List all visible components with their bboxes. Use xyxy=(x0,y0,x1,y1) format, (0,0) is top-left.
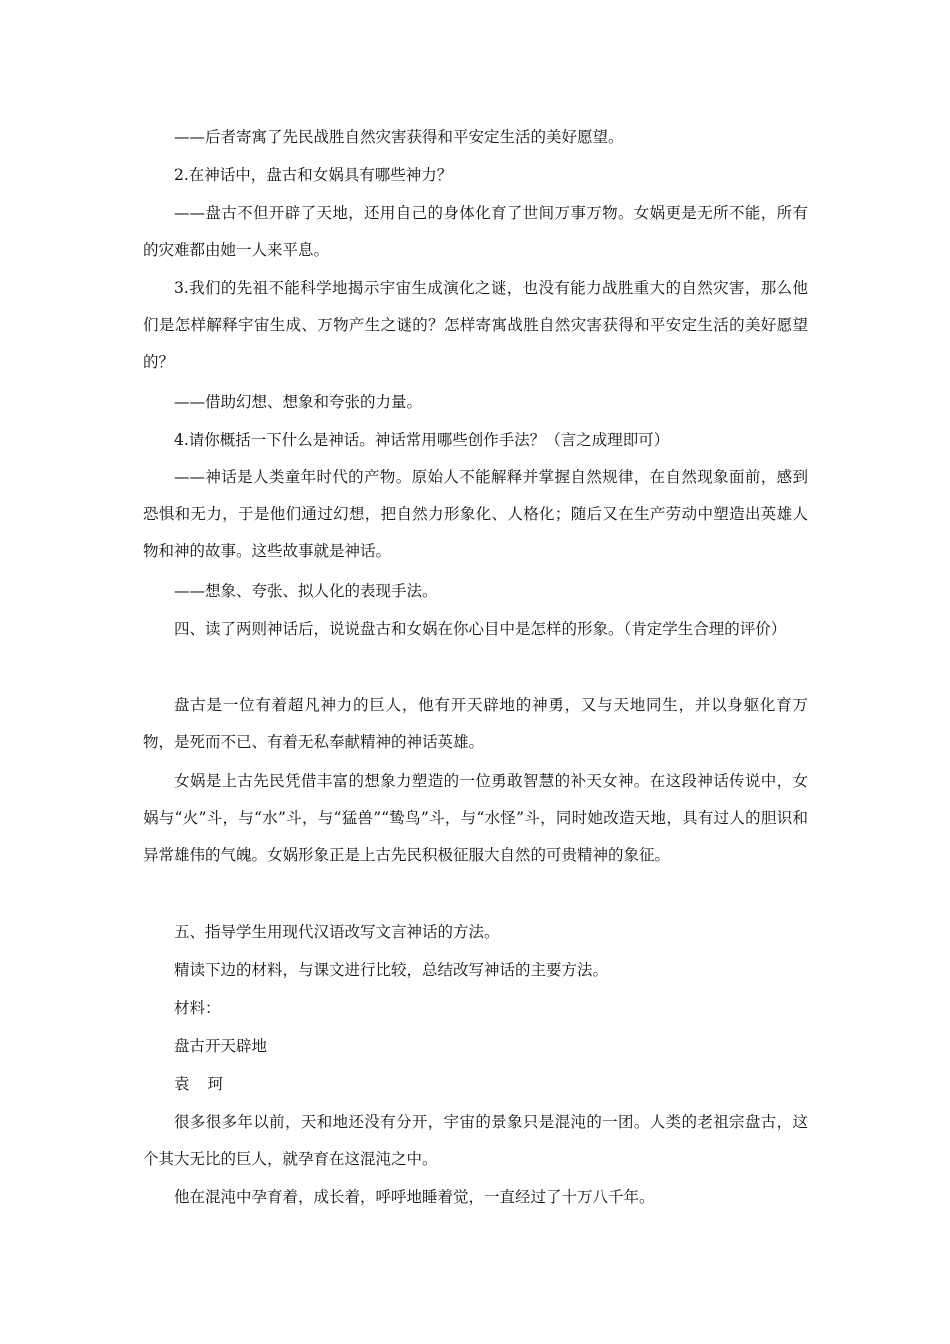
answer-2: ——盘古不但开辟了天地，还用自己的身体化育了世间万事万物。女娲更是无所不能，所有的灾难都由她一人来平息。 xyxy=(143,204,808,259)
question-3: 3.我们的先祖不能科学地揭示宇宙生成演化之谜，也没有能力战胜重大的自然灾害，那么他们是怎样解释宇宙生成、万物产生之谜的？怎样寄寓战胜自然灾害获得和平安定生活的美好愿望的？ xyxy=(143,279,808,371)
answer-3: ——借助幻想、想象和夸张的力量。 xyxy=(174,393,423,411)
question-2: 2.在神话中，盘古和女娲具有哪些神力？ xyxy=(174,166,453,184)
answer-4-definition: ——神话是人类童年时代的产物。原始人不能解释并掌握自然规律，在自然现象面前，感到恐惧和无力，于是他们通过幻想，把自然力形象化、人格化；随后又在生产劳动中塑造出英雄人物和神的故事。这些故事就是神话。 xyxy=(143,468,808,560)
material-author: 袁 珂 xyxy=(174,1075,224,1093)
instruction: 精读下边的材料，与课文进行比较，总结改写神话的主要方法。 xyxy=(174,961,609,979)
material-title: 盘古开天辟地 xyxy=(174,1037,268,1055)
section-five-heading: 五、指导学生用现代汉语改写文言神话的方法。 xyxy=(174,923,500,941)
paragraph: ——后者寄寓了先民战胜自然灾害获得和平安定生活的美好愿望。 xyxy=(174,128,624,146)
story-paragraph: 很多很多年以前，天和地还没有分开，宇宙的景象只是混沌的一团。人类的老祖宗盘古，这个其大无比的巨人，就孕育在这混沌之中。 xyxy=(143,1113,808,1168)
section-four-heading: 四、读了两则神话后，说说盘古和女娲在你心目中是怎样的形象。（肯定学生合理的评价） xyxy=(174,620,787,638)
material-label: 材料： xyxy=(174,999,221,1017)
pangu-description: 盘古是一位有着超凡神力的巨人，他有开天辟地的神勇，又与天地同生，并以身躯化育万物，是死而不已、有着无私奉献精神的神话英雄。 xyxy=(143,696,808,751)
question-4: 4.请你概括一下什么是神话。神话常用哪些创作手法？（言之成理即可） xyxy=(174,431,670,449)
nuwa-description: 女娲是上古先民凭借丰富的想象力塑造的一位勇敢智慧的补天女神。在这段神话传说中，女娲与“火”斗，与“水”斗，与“猛兽”“鸷鸟”斗，与“水怪”斗，同时她改造天地，具有过人的胆识和异常雄伟的气魄。女娲形象正是上古先民积极征服大自然的可贵精神的象征。 xyxy=(143,772,808,864)
answer-4-techniques: ——想象、夸张、拟人化的表现手法。 xyxy=(174,582,438,600)
story-paragraph: 他在混沌中孕育着，成长着，呼呼地睡着觉，一直经过了十万八千年。 xyxy=(174,1188,655,1206)
